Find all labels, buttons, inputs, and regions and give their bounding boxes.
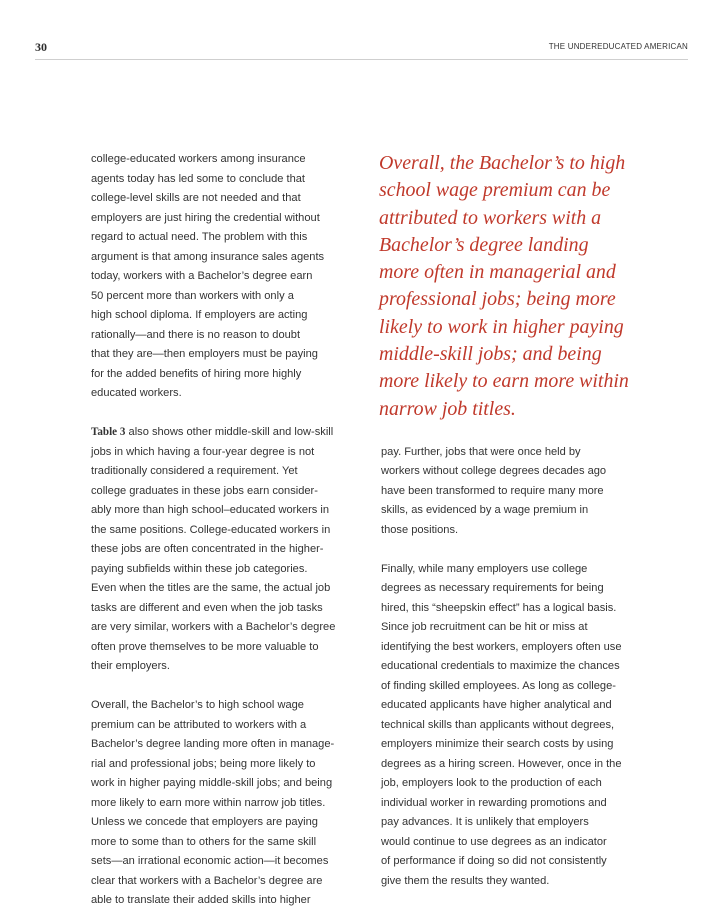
text-line: narrow job titles.	[379, 397, 516, 420]
text-line: middle-skill jobs; and being	[379, 343, 602, 366]
page-number: 30	[35, 40, 47, 54]
text-line: those positions.	[381, 523, 459, 536]
text-line: college graduates in these jobs earn consider-	[91, 484, 318, 497]
text-line: Finally, while many employers use college	[381, 562, 588, 575]
text-line: employers are just hiring the credential without	[91, 211, 320, 224]
text-line: educated applicants have higher analytical and	[381, 699, 612, 712]
paragraph-gap	[91, 404, 361, 424]
running-header: THE UNDEREDUCATED AMERICAN	[548, 42, 688, 51]
table-reference: Table 3	[91, 426, 126, 438]
text-line: rial and professional jobs; being more likely to	[91, 757, 316, 770]
text-line: Even when the titles are the same, the actual job	[91, 582, 331, 594]
text-line: 50 percent more than workers with only a	[91, 289, 294, 302]
text-line: rationally—and there is no reason to doubt	[91, 328, 301, 341]
text-line: regard to actual need. The problem with this	[91, 231, 308, 243]
text-line: give them the results they wanted.	[381, 874, 550, 887]
text-line: school wage premium can be	[379, 179, 611, 202]
text-line: Since job recruitment can be hit or miss at	[381, 621, 588, 634]
text-line: college-educated workers among insurance	[91, 153, 306, 165]
text-line: of performance if doing so did not consistently	[381, 855, 607, 868]
header-divider	[35, 59, 688, 60]
text-line: sets—an irrational economic action—it becomes	[91, 855, 329, 867]
text-line: more to some than to others for the same skill	[91, 835, 317, 848]
text-line: are very similar, workers with a Bachelor’s degree	[91, 621, 336, 633]
text-line: more likely to earn more within	[379, 370, 629, 393]
text-line	[91, 423, 361, 443]
paragraph	[381, 443, 656, 541]
text-line: their employers.	[91, 660, 170, 672]
text-line: degrees as necessary requirements for being	[381, 582, 604, 595]
text-line: job, employers look to the production of each	[381, 777, 602, 790]
text-line: work in higher paying middle-skill jobs; and being	[91, 777, 333, 789]
text-line: more likely to earn more within narrow job titles.	[91, 796, 326, 809]
text-line: able to translate their added skills into higher	[91, 894, 311, 906]
text-line: tasks are different and even when the job tasks	[91, 601, 323, 614]
text-line: degrees as a hiring screen. However, once in the	[381, 757, 622, 770]
text-line: pay. Further, jobs that were once held by	[381, 445, 581, 458]
text-line: often prove themselves to be more valuable to	[91, 640, 319, 653]
text-line: Overall, the Bachelor’s to high	[379, 152, 626, 174]
text-line: high school diploma. If employers are acting	[91, 309, 308, 321]
paragraph-gap	[91, 677, 361, 697]
left-column	[91, 150, 361, 911]
text-line: educated workers.	[91, 387, 182, 399]
text-line: agents today has led some to conclude that	[91, 172, 306, 185]
text-line: individual worker in rewarding promotions and	[381, 796, 607, 809]
text-line: would continue to use degrees as an indicator	[381, 835, 607, 848]
text-line: more often in managerial and	[379, 261, 616, 284]
text-line: these jobs are often concentrated in the higher-	[91, 543, 324, 555]
text-line: premium can be attributed to workers with a	[91, 718, 307, 731]
text-line: college-level skills are not needed and that	[91, 192, 301, 204]
text-span: also shows other middle-skill and low-skill	[125, 426, 334, 438]
right-column	[381, 150, 656, 891]
text-line: educational credentials to maximize the chances	[381, 660, 620, 673]
text-line: identifying the best workers, employers often use	[381, 640, 622, 653]
text-line: Bachelor’s degree landing	[379, 233, 589, 256]
paragraph	[91, 696, 361, 911]
text-line: the same positions. College-educated workers in	[91, 523, 331, 536]
text-line: for the added benefits of hiring more highly	[91, 367, 302, 380]
text-line: Unless we concede that employers are paying	[91, 816, 318, 828]
text-line: technical skills than applicants without degrees,	[381, 718, 615, 731]
text-line: skills, as evidenced by a wage premium in	[381, 504, 589, 517]
text-line: hired, this “sheepskin effect” has a logical basis.	[381, 601, 617, 614]
paragraph-lines	[91, 443, 361, 677]
paragraph	[381, 560, 656, 892]
paragraph	[91, 423, 361, 677]
text-line: paying subfields within these job categories.	[91, 562, 308, 575]
text-line: traditionally considered a requirement. Yet	[91, 465, 298, 477]
text-line: employers minimize their search costs by using	[381, 738, 614, 751]
text-line: pay advances. It is unlikely that employers	[381, 816, 589, 829]
text-line: of finding skilled employees. As long as college-	[381, 679, 616, 692]
text-line: workers without college degrees decades ago	[381, 465, 607, 478]
text-line: professional jobs; being more	[379, 288, 616, 311]
text-line: Overall, the Bachelor’s to high school wage	[91, 699, 304, 711]
text-line: clear that workers with a Bachelor’s degree are	[91, 874, 323, 887]
text-line: attributed to workers with a	[379, 206, 602, 229]
paragraph	[91, 150, 361, 404]
text-line: ably more than high school–educated workers in	[91, 504, 330, 516]
text-line: jobs in which having a four-year degree is not	[91, 445, 315, 458]
text-line: that they are—then employers must be paying	[91, 348, 318, 360]
text-line: likely to work in higher paying	[379, 315, 624, 338]
text-line: argument is that among insurance sales agents	[91, 250, 325, 263]
text-line: have been transformed to require many more	[381, 484, 604, 497]
paragraph-gap	[381, 540, 656, 560]
text-line: today, workers with a Bachelor’s degree earn	[91, 270, 313, 282]
pull-quote	[379, 150, 656, 423]
text-line: Bachelor’s degree landing more often in manage-	[91, 738, 335, 750]
